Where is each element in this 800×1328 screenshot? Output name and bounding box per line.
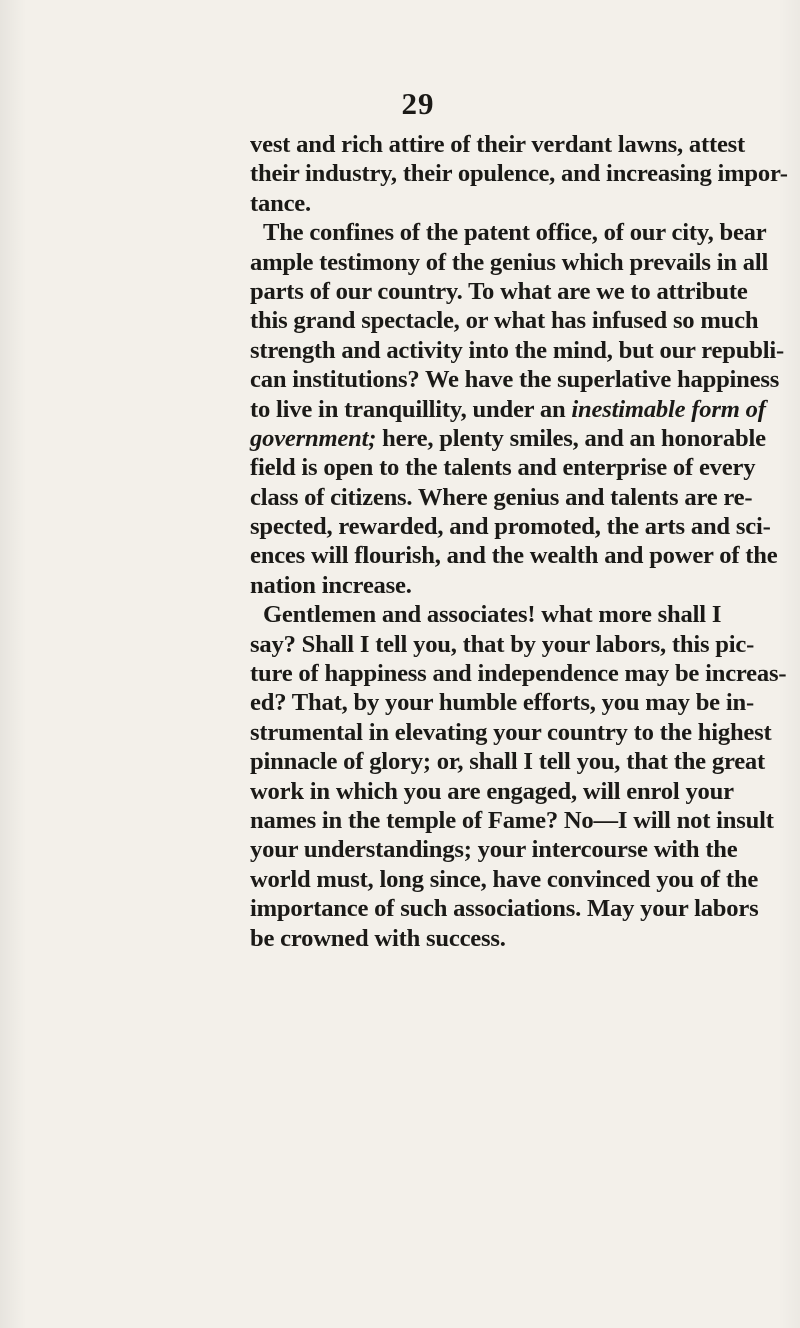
text-line: [250, 453, 756, 482]
text-line: [250, 248, 769, 277]
text-line: [250, 894, 759, 923]
text-line: [250, 688, 754, 717]
text-line: [250, 600, 722, 629]
text-segment: pinnacle of glory; or, shall I tell you, that the great: [250, 748, 766, 776]
text-line: [250, 159, 788, 188]
text-segment: work in which you are engaged, will enrol your: [250, 777, 734, 805]
text-line: [250, 130, 746, 159]
text-line: [250, 189, 677, 218]
text-segment: this grand spectacle, or what has infused so much: [250, 307, 759, 335]
text-segment: world must, long since, have convinced you of the: [250, 865, 759, 893]
text-segment: their industry, their opulence, and increasing impor-: [250, 160, 788, 188]
text-segment: strumental in elevating your country to the highest: [250, 718, 772, 746]
text-segment: can institutions? We have the superlative happiness: [250, 366, 780, 394]
text-line: [250, 835, 738, 864]
text-line: [250, 747, 766, 776]
text-line: [250, 630, 755, 659]
text-line: [250, 924, 677, 953]
text-segment: class of citizens. Where genius and talents are re-: [250, 483, 753, 511]
text-segment: your understandings; your intercourse with the: [250, 836, 738, 864]
text-segment: importance of such associations. May your labors: [250, 895, 759, 923]
text-segment: tance.: [250, 189, 311, 217]
text-line: [250, 718, 772, 747]
text-segment: say? Shall I tell you, that by your labors, this pic-: [250, 630, 755, 658]
text-line: [250, 424, 766, 453]
text-line: [250, 865, 759, 894]
text-line: [250, 571, 677, 600]
text-segment: to live in tranquillity, under an: [250, 395, 572, 423]
text-segment: Gentlemen and associates! what more shall I: [263, 601, 722, 629]
text-line: [250, 659, 787, 688]
italic-text-segment: government;: [250, 424, 377, 452]
text-segment: spected, rewarded, and promoted, the arts and sci-: [250, 513, 771, 541]
italic-text-segment: inestimable form of: [571, 395, 766, 423]
text-segment: strength and activity into the mind, but our republi-: [250, 336, 784, 364]
text-line: [250, 277, 748, 306]
text-line: [250, 306, 759, 335]
text-line: [250, 395, 766, 424]
text-line: [250, 336, 784, 365]
text-line: [250, 483, 753, 512]
text-segment: ences will flourish, and the wealth and power of the: [250, 542, 778, 570]
text-line: [250, 777, 734, 806]
body-text: [250, 130, 788, 953]
text-segment: be crowned with success.: [250, 924, 506, 952]
text-segment: nation increase.: [250, 571, 412, 599]
text-segment: ample testimony of the genius which prevails in all: [250, 248, 769, 276]
text-segment: field is open to the talents and enterprise of every: [250, 454, 756, 482]
text-segment: The confines of the patent office, of our city, bear: [263, 219, 767, 247]
text-line: [250, 806, 774, 835]
page-number: 29: [401, 86, 435, 121]
text-segment: vest and rich attire of their verdant lawns, attest: [250, 131, 746, 158]
text-segment: ed? That, by your humble efforts, you may be in-: [250, 689, 754, 717]
text-segment: ture of happiness and independence may be increas-: [250, 660, 787, 688]
text-line: [250, 541, 778, 570]
text-segment: names in the temple of Fame? No—I will not insult: [250, 806, 774, 834]
text-line: [250, 365, 780, 394]
text-line: [250, 218, 767, 247]
text-segment: parts of our country. To what are we to attribute: [250, 277, 748, 305]
text-segment: here, plenty smiles, and an honorable: [376, 424, 766, 452]
text-line: [250, 512, 771, 541]
